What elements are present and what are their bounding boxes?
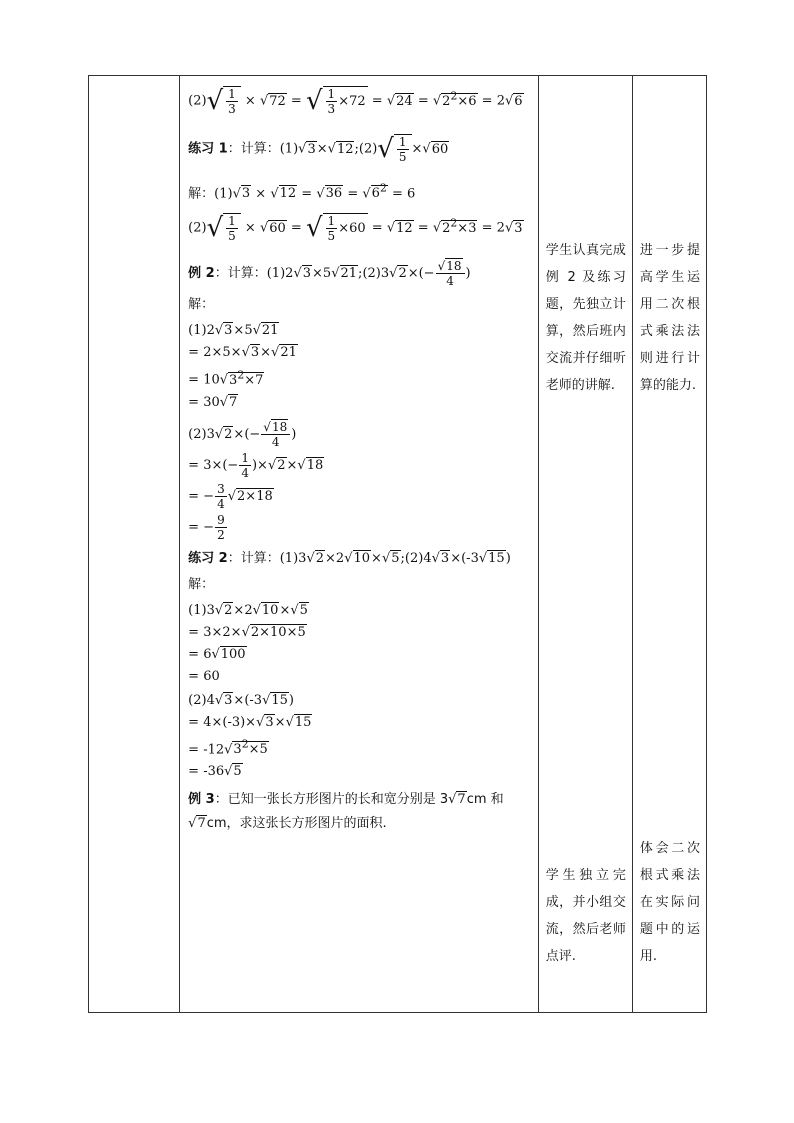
part-label: (2) [362, 266, 381, 282]
exponent: 2 [237, 368, 245, 382]
radicand: 36 [325, 186, 343, 202]
base: 2 [442, 93, 451, 109]
radicand: 3 [302, 266, 312, 282]
equals-sign: = [371, 93, 383, 109]
prompt-text: ：计算： [227, 141, 280, 157]
sqrt-term: √12 [327, 141, 354, 157]
student-activity-block1: 学生认真完成例 2 及练习题，先独立计算，然后班内交流并仔细听老师的讲解. [545, 243, 626, 393]
fraction-denominator: 4 [241, 465, 249, 480]
exponent: 2 [450, 216, 458, 230]
radicand: 100 [220, 646, 246, 662]
fraction-numerator: 1 [398, 135, 407, 149]
radicand: 3 [307, 141, 316, 157]
coefficient: 30 [203, 394, 220, 410]
sqrt-fraction: √ $\frac{1}{5}$ [377, 132, 411, 166]
fraction-denominator: 4 [446, 274, 454, 289]
design-intent-block1: 进一步提高学生运用二次根式乘法法则进行计算的能力. [639, 243, 700, 393]
equals-sign: = [188, 519, 200, 535]
part-label: (1) [279, 141, 299, 157]
part-label: (1) [266, 266, 286, 282]
factor: 2 [203, 345, 212, 361]
example3-line2: √7cm，求这张长方形图片的面积. [188, 815, 387, 831]
sqrt-term: √60 [259, 220, 286, 236]
fraction-denominator: 5 [327, 229, 336, 244]
radicand: 3 [440, 550, 450, 566]
practice2-sol1-step3: = 6√100 [188, 646, 246, 662]
fraction-numerator: 1 [228, 87, 236, 101]
lesson-plan-table [88, 75, 707, 1013]
equals-sign: = [417, 93, 429, 109]
coefficient: 5 [244, 323, 253, 339]
fraction-denominator: 5 [228, 229, 236, 244]
part-label: (2) [188, 220, 207, 236]
factor: 6 [468, 93, 477, 109]
sqrt-term: √12 [386, 220, 413, 236]
example2-line: 例 2：计算：(1)2√3×5√21;(2)3√2×(− $\frac{√18}{4}$ ) [188, 259, 471, 289]
coefficient: 3 [206, 426, 215, 442]
equals-sign: = [188, 624, 200, 640]
factor: 60 [349, 220, 366, 236]
radicand: 15 [294, 714, 312, 730]
exponent: 2 [450, 89, 458, 103]
radicand: 15 [488, 550, 505, 566]
fraction: $\frac{√18}{4}$ [261, 420, 290, 449]
sqrt-term: √12 [270, 186, 297, 202]
practice2-sol2-step2: = 4×(-3)×√3×√15 [188, 714, 312, 730]
fraction [239, 451, 251, 480]
prompt-text: ：计算： [214, 266, 267, 282]
radicand: 12 [279, 186, 297, 202]
stage-column [89, 76, 180, 1013]
example1-part2-line: (2) √ $\frac{1}{3}$ × √72 = √ $\frac{1}{3}$ × 72 = $√24 = √2^2\times 6 = 2√6$ [188, 86, 523, 116]
sqrt-term: √72 [259, 93, 286, 109]
sqrt-term: √3 [504, 220, 523, 236]
radicand: 5 [233, 763, 242, 779]
radicand: 18 [306, 457, 324, 473]
sqrt-term: √6 [504, 93, 523, 109]
radicand: 7 [457, 791, 466, 807]
part-label: (2) [188, 426, 207, 442]
coefficient: 2 [335, 550, 345, 566]
coefficient: 4 [423, 550, 432, 566]
equals-sign: = [188, 741, 200, 757]
exponent: 2 [379, 182, 387, 195]
sqrt-term: $√6^2$ [362, 182, 387, 202]
coefficient: -3 [466, 550, 479, 566]
fraction-denominator: 3 [228, 102, 236, 116]
factor: 5 [222, 345, 231, 361]
radicand: 15 [271, 692, 288, 708]
coefficient: 6 [203, 646, 212, 662]
radicand: 2 [398, 266, 407, 282]
fraction [215, 513, 227, 542]
example2-sol1-step2: = 2×5×√3×√21 [188, 345, 297, 361]
practice2-sol2-step4: = -36√5 [188, 763, 242, 779]
factor: 18 [256, 488, 273, 504]
part-label: (2) [188, 93, 207, 109]
factor: 3 [203, 624, 212, 640]
result: 6 [407, 186, 416, 202]
equals-sign: = [188, 394, 200, 410]
prompt-text: ：计算： [227, 550, 280, 566]
sqrt-term: $√2^2\times 6$ [432, 89, 477, 109]
factor: 7 [255, 372, 264, 388]
radicand: 10 [353, 550, 371, 566]
radicand: 21 [261, 323, 279, 339]
example2-sol1-step1: (1)2√3×5√21 [188, 323, 279, 339]
base: 6 [371, 186, 380, 202]
sqrt-term: √60 [422, 141, 449, 157]
coefficient: 10 [203, 372, 220, 388]
sqrt-term: √36 [316, 186, 343, 202]
fraction-numerator: 1 [327, 214, 336, 229]
radicand: 2 [315, 550, 325, 566]
coefficient: 3 [298, 550, 307, 566]
radicand: 2×10×5 [250, 624, 306, 640]
radicand: 18 [271, 419, 288, 434]
practice2-sol1-step4 [188, 668, 532, 686]
radicand: 24 [396, 93, 413, 109]
fraction-denominator: 5 [398, 150, 407, 164]
example2-sol2-step2: = 3×(− $\frac{1}{4}$ )×√2×√18 [188, 450, 324, 480]
result: 60 [203, 668, 220, 684]
example2-sol2-step4: = − $\frac{9}{2}$ [188, 512, 225, 542]
base: 3 [233, 741, 242, 757]
equals-sign: = [188, 646, 200, 662]
radicand: 5 [299, 602, 308, 618]
radicand: 3 [250, 345, 260, 361]
factor: 2 [237, 488, 246, 504]
practice2-sol1-step2: = 3×2×√2×10×5 [188, 624, 306, 640]
factor: 2 [222, 624, 231, 640]
factor: 3 [203, 457, 212, 473]
base: 2 [442, 220, 451, 236]
coefficient: 2 [244, 602, 253, 618]
fraction-numerator: 1 [228, 214, 236, 229]
radicand: 7 [229, 394, 238, 410]
radicand: 21 [340, 266, 358, 282]
example2-sol2-step1: (2)3√2×(− $\frac{√18}{4}$ ) [188, 419, 297, 449]
coefficient: 3 [206, 602, 215, 618]
sqrt-term: √24 [386, 93, 413, 109]
design-intent-block2: 体会二次根式乘法在实际问题中的运用. [639, 841, 700, 964]
example-label: 例 2 [188, 266, 215, 282]
equals-sign: = [481, 93, 493, 109]
fraction: $\frac{√18}{4}$ [436, 259, 465, 288]
radicand: 3 [514, 220, 523, 236]
radicand: 5 [391, 550, 400, 566]
radicand: 3 [241, 186, 251, 202]
problem-text: ：已知一张长方形图片的长和宽分别是 3 [214, 791, 449, 807]
radicand: 3 [224, 323, 233, 339]
sqrt-fraction: √ $\frac{1}{3}$ [207, 84, 241, 118]
practice1-solution-part1: 解：$(1)√3 \times √12 = √36 = √6^2 = 6$ [188, 182, 416, 202]
separator: ; [358, 266, 363, 282]
student-activity-block2: 学生独立完成，并小组交流，然后老师点评. [545, 868, 626, 964]
radicand: 12 [396, 220, 413, 236]
practice1-line: 练习 1：计算：(1)√3×√12;(2) √ $\frac{1}{5}$ ×√60 [188, 134, 449, 164]
radicand: 6 [514, 93, 523, 109]
base: 3 [229, 372, 238, 388]
radicand: 60 [431, 141, 449, 157]
example2-solution-label: 解： [188, 297, 215, 313]
radicand: 3 [265, 714, 274, 730]
radicand: 7 [197, 815, 206, 831]
teaching-process-column [180, 76, 539, 1013]
coefficient: 2 [496, 93, 505, 109]
practice1-solution-part2: (2) √ $\frac{1}{5}$ × √60 = √ $\frac{1}{5}$ × 60 = $√12 = √2^2\times 3 = 2√3$ [188, 213, 523, 244]
coefficient: -3 [249, 692, 263, 708]
practice2-solution-label: 解： [188, 576, 215, 592]
practice2-sol2-step1: (2)4√3×(-3√15) [188, 692, 294, 708]
radicand: 3 [224, 692, 233, 708]
equals-sign: = [188, 488, 200, 504]
fraction [215, 482, 227, 511]
sqrt-term: $√2^2\times 3$ [432, 216, 477, 236]
fraction-numerator: 3 [217, 481, 225, 496]
equals-sign: = [188, 457, 200, 473]
fraction-numerator: 1 [241, 450, 249, 465]
fraction-denominator: 3 [327, 102, 336, 116]
coefficient: 4 [206, 692, 215, 708]
practice-label: 练习 2 [188, 550, 228, 566]
exponent: 2 [241, 737, 249, 751]
practice2-sol2-step3: = $-12√3^2\times 5$ [188, 737, 268, 757]
equals-sign: = [188, 668, 200, 684]
sqrt-term: √3 [293, 266, 312, 282]
coefficient: 2 [285, 266, 294, 282]
radicand: 2 [224, 602, 233, 618]
fraction-denominator: 2 [217, 527, 225, 542]
factor: 72 [349, 93, 366, 109]
radicand: 18 [446, 259, 462, 274]
sqrt-term: √21 [331, 266, 358, 282]
part-label: (2) [358, 141, 378, 157]
fraction-denominator: 4 [271, 434, 280, 449]
separator: ; [354, 141, 359, 157]
radicand: 72 [269, 93, 286, 109]
factor: 5 [259, 741, 268, 757]
factor: 3 [468, 220, 477, 236]
example2-sol2-step3: = − $\frac{3}{4}$ √2×18 [188, 481, 273, 511]
fraction-denominator: 4 [217, 496, 225, 511]
solution-label: 解： [188, 186, 215, 202]
example2-sol1-step3: = $10√3^2\times 7$ [188, 368, 264, 388]
coefficient: 2 [206, 323, 215, 339]
part-label: (2) [404, 550, 424, 566]
table-row [89, 76, 707, 1013]
coefficient: 3 [380, 266, 390, 282]
example-label: 例 3 [188, 791, 215, 807]
sqrt-product: √ $\frac{1}{5}$ × 60 [305, 213, 366, 244]
student-activity-column [538, 76, 632, 1013]
factor: -3 [227, 714, 241, 730]
sqrt-term: √2 [389, 266, 407, 282]
part-label: (1) [214, 186, 233, 202]
practice2-sol1-step1: (1)3√2×2√10×√5 [188, 602, 308, 618]
radicand: 60 [269, 220, 286, 236]
coefficient: -36 [203, 763, 225, 779]
radicand: 2 [277, 457, 286, 473]
radicand: 21 [280, 345, 297, 361]
sqrt-term: √3 [298, 141, 316, 157]
sqrt-term: √3 [232, 186, 251, 202]
fraction-numerator: 9 [217, 512, 225, 527]
practice2-line: 练习 2：计算：(1)3√2×2√10×√5;(2)4√3×(-3√15) [188, 550, 511, 566]
fraction-numerator: 1 [327, 87, 336, 101]
sqrt-fraction: √ $\frac{1}{5}$ [207, 211, 241, 245]
equals-sign: = [188, 345, 200, 361]
unit-text: cm 和 [466, 791, 504, 807]
radicand: 12 [336, 141, 354, 157]
equals-sign: = [188, 714, 200, 730]
equals-sign: = [188, 763, 200, 779]
example2-sol1-step4: = 30√7 [188, 394, 238, 410]
separator: ; [400, 550, 405, 566]
coefficient: -12 [203, 741, 225, 757]
part-label: (1) [188, 602, 207, 618]
factor: 4 [203, 714, 212, 730]
example3-line1: 例 3：已知一张长方形图片的长和宽分别是 3√7cm 和 [188, 791, 504, 807]
sqrt-product: √ $\frac{1}{3}$ × 72 [305, 86, 366, 116]
radicand: 10 [261, 602, 279, 618]
equals-sign: = [188, 372, 200, 388]
practice-label: 练习 1 [188, 141, 228, 157]
part-label: (1) [279, 550, 299, 566]
problem-text: cm，求这张长方形图片的面积. [206, 815, 387, 831]
part-label: (2) [188, 692, 207, 708]
coefficient: 2 [496, 220, 505, 236]
radicand: 2 [224, 426, 233, 442]
design-intent-column [632, 76, 706, 1013]
part-label: (1) [188, 323, 207, 339]
coefficient: 5 [322, 266, 332, 282]
